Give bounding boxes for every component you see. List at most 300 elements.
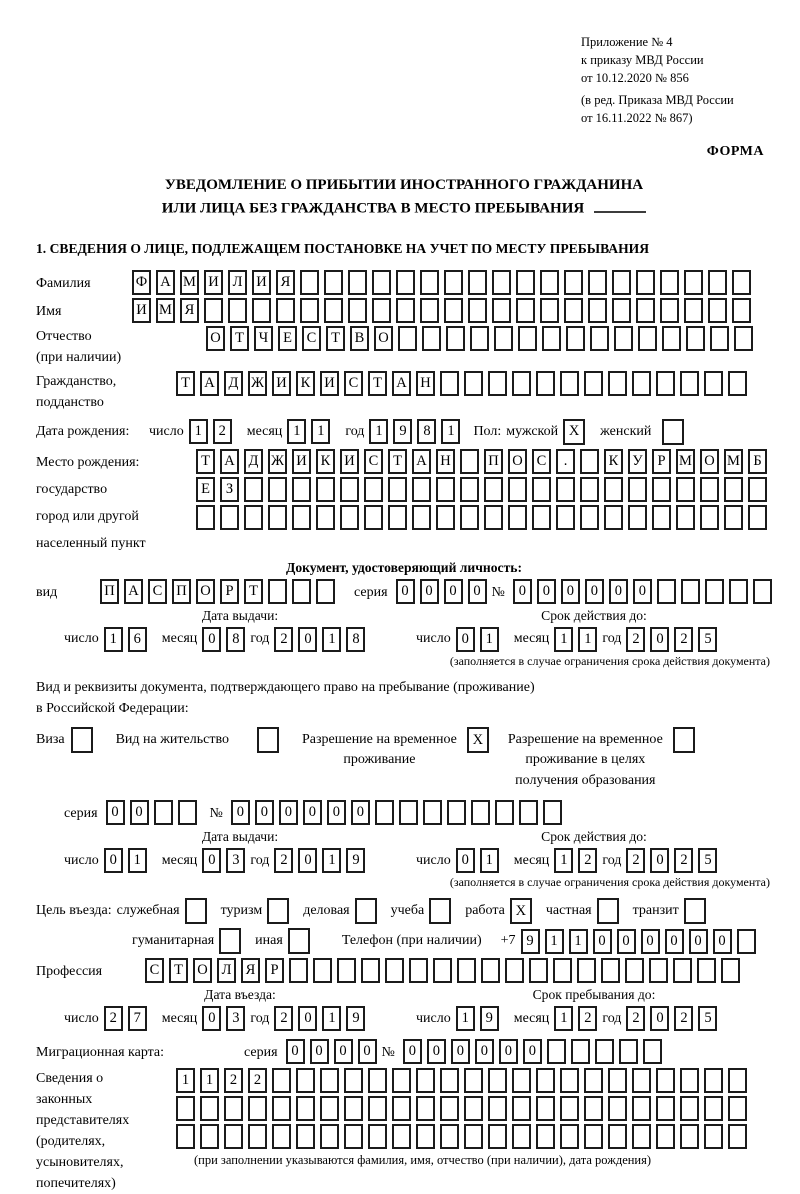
char-box[interactable]: А bbox=[392, 371, 411, 396]
char-box[interactable]: О bbox=[700, 449, 719, 474]
char-box[interactable] bbox=[728, 1068, 747, 1093]
phone-input[interactable] bbox=[521, 929, 761, 954]
char-box[interactable] bbox=[316, 477, 335, 502]
char-box[interactable] bbox=[316, 579, 335, 604]
char-box[interactable] bbox=[643, 1039, 662, 1064]
char-box[interactable]: 0 bbox=[456, 848, 475, 873]
char-box[interactable] bbox=[224, 1096, 243, 1121]
char-box[interactable] bbox=[268, 505, 287, 530]
char-box[interactable] bbox=[460, 505, 479, 530]
char-box[interactable] bbox=[468, 270, 487, 295]
char-box[interactable] bbox=[681, 579, 700, 604]
resid-expiry-month-input[interactable] bbox=[554, 848, 602, 873]
char-box[interactable] bbox=[446, 326, 465, 351]
char-box[interactable] bbox=[532, 477, 551, 502]
char-box[interactable] bbox=[412, 505, 431, 530]
char-box[interactable] bbox=[704, 1096, 723, 1121]
char-box[interactable]: 0 bbox=[358, 1039, 377, 1064]
char-box[interactable] bbox=[244, 505, 263, 530]
char-box[interactable]: 0 bbox=[279, 800, 298, 825]
char-box[interactable]: 0 bbox=[327, 800, 346, 825]
char-box[interactable]: 1 bbox=[480, 627, 499, 652]
char-box[interactable] bbox=[588, 298, 607, 323]
char-box[interactable] bbox=[577, 958, 596, 983]
migration-number-input[interactable] bbox=[403, 1039, 667, 1064]
char-box[interactable] bbox=[468, 298, 487, 323]
char-box[interactable] bbox=[288, 928, 310, 954]
char-box[interactable] bbox=[649, 958, 668, 983]
representatives-line3[interactable] bbox=[176, 1124, 752, 1149]
char-box[interactable] bbox=[632, 1096, 651, 1121]
char-box[interactable] bbox=[556, 477, 575, 502]
char-box[interactable] bbox=[542, 326, 561, 351]
char-box[interactable] bbox=[708, 270, 727, 295]
char-box[interactable]: 9 bbox=[346, 1006, 365, 1031]
char-box[interactable]: 3 bbox=[226, 848, 245, 873]
char-box[interactable] bbox=[196, 505, 215, 530]
char-box[interactable]: 0 bbox=[523, 1039, 542, 1064]
char-box[interactable] bbox=[268, 579, 287, 604]
char-box[interactable] bbox=[662, 419, 684, 445]
char-box[interactable] bbox=[584, 1124, 603, 1149]
char-box[interactable] bbox=[748, 505, 767, 530]
char-box[interactable] bbox=[656, 1124, 675, 1149]
char-box[interactable] bbox=[396, 298, 415, 323]
char-box[interactable]: 0 bbox=[427, 1039, 446, 1064]
char-box[interactable]: 1 bbox=[104, 627, 123, 652]
purpose-business-checkbox[interactable] bbox=[355, 898, 382, 924]
stay-year-input[interactable] bbox=[626, 1006, 722, 1031]
char-box[interactable]: 1 bbox=[554, 848, 573, 873]
gender-female-checkbox[interactable] bbox=[662, 419, 689, 445]
char-box[interactable] bbox=[540, 298, 559, 323]
char-box[interactable] bbox=[375, 800, 394, 825]
char-box[interactable] bbox=[704, 1124, 723, 1149]
char-box[interactable] bbox=[420, 298, 439, 323]
char-box[interactable]: 1 bbox=[554, 1006, 573, 1031]
char-box[interactable]: 0 bbox=[420, 579, 439, 604]
char-box[interactable] bbox=[536, 371, 555, 396]
visa-checkbox[interactable] bbox=[71, 727, 98, 753]
char-box[interactable]: 0 bbox=[633, 579, 652, 604]
char-box[interactable] bbox=[673, 727, 695, 753]
char-box[interactable]: 0 bbox=[650, 627, 669, 652]
char-box[interactable]: И bbox=[204, 270, 223, 295]
char-box[interactable]: 5 bbox=[698, 848, 717, 873]
char-box[interactable]: 0 bbox=[106, 800, 125, 825]
char-box[interactable] bbox=[224, 1124, 243, 1149]
char-box[interactable] bbox=[71, 727, 93, 753]
char-box[interactable] bbox=[228, 298, 247, 323]
char-box[interactable] bbox=[597, 898, 619, 924]
entry-year-input[interactable] bbox=[274, 1006, 370, 1031]
char-box[interactable] bbox=[484, 505, 503, 530]
char-box[interactable]: 0 bbox=[475, 1039, 494, 1064]
char-box[interactable]: 0 bbox=[617, 929, 636, 954]
char-box[interactable] bbox=[684, 270, 703, 295]
char-box[interactable]: 0 bbox=[202, 848, 221, 873]
entry-month-input[interactable] bbox=[202, 1006, 250, 1031]
char-box[interactable]: М bbox=[156, 298, 175, 323]
char-box[interactable] bbox=[662, 326, 681, 351]
char-box[interactable] bbox=[494, 326, 513, 351]
char-box[interactable] bbox=[488, 1096, 507, 1121]
char-box[interactable] bbox=[388, 477, 407, 502]
char-box[interactable]: Л bbox=[217, 958, 236, 983]
char-box[interactable]: 1 bbox=[569, 929, 588, 954]
char-box[interactable]: 0 bbox=[513, 579, 532, 604]
char-box[interactable]: 2 bbox=[674, 848, 693, 873]
char-box[interactable] bbox=[512, 1068, 531, 1093]
char-box[interactable] bbox=[364, 505, 383, 530]
char-box[interactable] bbox=[200, 1124, 219, 1149]
char-box[interactable] bbox=[732, 298, 751, 323]
char-box[interactable] bbox=[532, 505, 551, 530]
resid-issue-month-input[interactable] bbox=[202, 848, 250, 873]
char-box[interactable]: А bbox=[412, 449, 431, 474]
char-box[interactable] bbox=[340, 477, 359, 502]
char-box[interactable] bbox=[560, 1096, 579, 1121]
char-box[interactable]: П bbox=[172, 579, 191, 604]
char-box[interactable] bbox=[700, 477, 719, 502]
char-box[interactable] bbox=[584, 1068, 603, 1093]
char-box[interactable] bbox=[368, 1096, 387, 1121]
char-box[interactable]: Р bbox=[220, 579, 239, 604]
char-box[interactable]: Я bbox=[180, 298, 199, 323]
char-box[interactable]: Т bbox=[176, 371, 195, 396]
char-box[interactable] bbox=[516, 270, 535, 295]
purpose-work-checkbox[interactable] bbox=[510, 898, 537, 924]
char-box[interactable] bbox=[734, 326, 753, 351]
char-box[interactable]: Д bbox=[224, 371, 243, 396]
char-box[interactable]: 9 bbox=[346, 848, 365, 873]
char-box[interactable]: С bbox=[302, 326, 321, 351]
char-box[interactable] bbox=[543, 800, 562, 825]
char-box[interactable] bbox=[560, 1124, 579, 1149]
char-box[interactable] bbox=[580, 505, 599, 530]
char-box[interactable] bbox=[272, 1068, 291, 1093]
char-box[interactable] bbox=[705, 579, 724, 604]
char-box[interactable]: 0 bbox=[130, 800, 149, 825]
char-box[interactable]: 0 bbox=[104, 848, 123, 873]
char-box[interactable] bbox=[632, 1068, 651, 1093]
char-box[interactable] bbox=[612, 298, 631, 323]
char-box[interactable] bbox=[632, 1124, 651, 1149]
char-box[interactable]: 5 bbox=[698, 1006, 717, 1031]
birth-place-line3[interactable] bbox=[196, 505, 772, 530]
id-doc-number-input[interactable] bbox=[513, 579, 777, 604]
char-box[interactable] bbox=[436, 505, 455, 530]
char-box[interactable] bbox=[540, 270, 559, 295]
char-box[interactable]: К bbox=[604, 449, 623, 474]
purpose-study-checkbox[interactable] bbox=[429, 898, 456, 924]
char-box[interactable] bbox=[176, 1096, 195, 1121]
char-box[interactable]: О bbox=[206, 326, 225, 351]
char-box[interactable] bbox=[248, 1096, 267, 1121]
char-box[interactable] bbox=[409, 958, 428, 983]
char-box[interactable]: Т bbox=[196, 449, 215, 474]
id-doc-series-input[interactable] bbox=[396, 579, 492, 604]
char-box[interactable]: 2 bbox=[626, 627, 645, 652]
birth-place-line2[interactable] bbox=[196, 477, 772, 502]
char-box[interactable] bbox=[267, 898, 289, 924]
char-box[interactable] bbox=[484, 477, 503, 502]
char-box[interactable] bbox=[753, 579, 772, 604]
char-box[interactable]: С bbox=[344, 371, 363, 396]
char-box[interactable] bbox=[556, 505, 575, 530]
char-box[interactable] bbox=[464, 1096, 483, 1121]
char-box[interactable]: М bbox=[724, 449, 743, 474]
char-box[interactable] bbox=[721, 958, 740, 983]
char-box[interactable]: 0 bbox=[444, 579, 463, 604]
char-box[interactable]: 2 bbox=[274, 848, 293, 873]
char-box[interactable] bbox=[416, 1068, 435, 1093]
char-box[interactable]: 0 bbox=[255, 800, 274, 825]
char-box[interactable] bbox=[652, 477, 671, 502]
char-box[interactable] bbox=[505, 958, 524, 983]
char-box[interactable] bbox=[728, 1096, 747, 1121]
char-box[interactable] bbox=[460, 477, 479, 502]
char-box[interactable] bbox=[324, 270, 343, 295]
char-box[interactable] bbox=[464, 371, 483, 396]
entry-day-input[interactable] bbox=[104, 1006, 152, 1031]
name-input[interactable] bbox=[132, 298, 756, 323]
char-box[interactable] bbox=[625, 958, 644, 983]
char-box[interactable]: 6 bbox=[128, 627, 147, 652]
char-box[interactable]: 9 bbox=[480, 1006, 499, 1031]
char-box[interactable] bbox=[361, 958, 380, 983]
char-box[interactable] bbox=[385, 958, 404, 983]
char-box[interactable]: 0 bbox=[650, 1006, 669, 1031]
char-box[interactable] bbox=[516, 298, 535, 323]
birth-year-input[interactable] bbox=[369, 419, 465, 444]
residence-permit-checkbox[interactable] bbox=[257, 727, 284, 753]
char-box[interactable]: 2 bbox=[213, 419, 232, 444]
char-box[interactable] bbox=[518, 326, 537, 351]
char-box[interactable] bbox=[464, 1124, 483, 1149]
char-box[interactable]: К bbox=[316, 449, 335, 474]
char-box[interactable]: Т bbox=[326, 326, 345, 351]
char-box[interactable] bbox=[178, 800, 197, 825]
char-box[interactable] bbox=[399, 800, 418, 825]
char-box[interactable]: 2 bbox=[674, 1006, 693, 1031]
char-box[interactable] bbox=[656, 1096, 675, 1121]
char-box[interactable]: 0 bbox=[202, 627, 221, 652]
char-box[interactable] bbox=[320, 1124, 339, 1149]
char-box[interactable] bbox=[444, 270, 463, 295]
char-box[interactable]: 0 bbox=[286, 1039, 305, 1064]
purpose-private-checkbox[interactable] bbox=[597, 898, 624, 924]
char-box[interactable] bbox=[536, 1124, 555, 1149]
char-box[interactable]: И bbox=[292, 449, 311, 474]
char-box[interactable] bbox=[519, 800, 538, 825]
char-box[interactable]: X bbox=[563, 419, 585, 445]
char-box[interactable]: 2 bbox=[626, 848, 645, 873]
char-box[interactable] bbox=[219, 928, 241, 954]
char-box[interactable]: С bbox=[364, 449, 383, 474]
char-box[interactable] bbox=[608, 1068, 627, 1093]
char-box[interactable] bbox=[724, 477, 743, 502]
char-box[interactable] bbox=[372, 270, 391, 295]
char-box[interactable] bbox=[320, 1068, 339, 1093]
char-box[interactable] bbox=[320, 1096, 339, 1121]
char-box[interactable] bbox=[154, 800, 173, 825]
char-box[interactable]: Н bbox=[436, 449, 455, 474]
char-box[interactable]: 0 bbox=[713, 929, 732, 954]
char-box[interactable] bbox=[416, 1124, 435, 1149]
char-box[interactable]: . bbox=[556, 449, 575, 474]
char-box[interactable] bbox=[580, 477, 599, 502]
char-box[interactable] bbox=[652, 505, 671, 530]
char-box[interactable] bbox=[508, 505, 527, 530]
char-box[interactable] bbox=[440, 1124, 459, 1149]
char-box[interactable]: А bbox=[220, 449, 239, 474]
char-box[interactable] bbox=[276, 298, 295, 323]
char-box[interactable] bbox=[268, 477, 287, 502]
char-box[interactable] bbox=[536, 1096, 555, 1121]
char-box[interactable]: 0 bbox=[396, 579, 415, 604]
resid-issue-day-input[interactable] bbox=[104, 848, 152, 873]
char-box[interactable] bbox=[470, 326, 489, 351]
id-issue-day-input[interactable] bbox=[104, 627, 152, 652]
char-box[interactable] bbox=[185, 898, 207, 924]
char-box[interactable]: 1 bbox=[176, 1068, 195, 1093]
char-box[interactable] bbox=[316, 505, 335, 530]
purpose-official-checkbox[interactable] bbox=[185, 898, 212, 924]
char-box[interactable] bbox=[710, 326, 729, 351]
char-box[interactable] bbox=[422, 326, 441, 351]
char-box[interactable]: Т bbox=[230, 326, 249, 351]
char-box[interactable]: Ж bbox=[268, 449, 287, 474]
char-box[interactable] bbox=[176, 1124, 195, 1149]
char-box[interactable]: 0 bbox=[298, 627, 317, 652]
char-box[interactable] bbox=[396, 270, 415, 295]
char-box[interactable] bbox=[344, 1124, 363, 1149]
char-box[interactable]: 0 bbox=[650, 848, 669, 873]
char-box[interactable] bbox=[368, 1068, 387, 1093]
char-box[interactable]: 1 bbox=[578, 627, 597, 652]
char-box[interactable] bbox=[660, 270, 679, 295]
char-box[interactable] bbox=[464, 1068, 483, 1093]
patronymic-input[interactable] bbox=[206, 326, 758, 351]
char-box[interactable]: О bbox=[193, 958, 212, 983]
char-box[interactable] bbox=[244, 477, 263, 502]
char-box[interactable]: 2 bbox=[578, 1006, 597, 1031]
char-box[interactable]: У bbox=[628, 449, 647, 474]
char-box[interactable]: А bbox=[124, 579, 143, 604]
char-box[interactable] bbox=[684, 298, 703, 323]
char-box[interactable] bbox=[292, 477, 311, 502]
char-box[interactable] bbox=[344, 1068, 363, 1093]
char-box[interactable] bbox=[632, 371, 651, 396]
char-box[interactable] bbox=[547, 1039, 566, 1064]
char-box[interactable]: Б bbox=[748, 449, 767, 474]
char-box[interactable] bbox=[388, 505, 407, 530]
char-box[interactable]: 9 bbox=[521, 929, 540, 954]
char-box[interactable] bbox=[488, 1124, 507, 1149]
temp-residence-checkbox[interactable] bbox=[467, 727, 494, 753]
char-box[interactable] bbox=[392, 1068, 411, 1093]
char-box[interactable]: О bbox=[508, 449, 527, 474]
char-box[interactable] bbox=[680, 1124, 699, 1149]
char-box[interactable]: 0 bbox=[456, 627, 475, 652]
char-box[interactable] bbox=[444, 298, 463, 323]
char-box[interactable] bbox=[636, 270, 655, 295]
char-box[interactable] bbox=[296, 1068, 315, 1093]
char-box[interactable]: К bbox=[296, 371, 315, 396]
char-box[interactable]: 0 bbox=[351, 800, 370, 825]
char-box[interactable] bbox=[612, 270, 631, 295]
char-box[interactable]: X bbox=[510, 898, 532, 924]
char-box[interactable]: 0 bbox=[303, 800, 322, 825]
char-box[interactable] bbox=[492, 270, 511, 295]
char-box[interactable] bbox=[289, 958, 308, 983]
char-box[interactable]: И bbox=[320, 371, 339, 396]
char-box[interactable]: 0 bbox=[665, 929, 684, 954]
char-box[interactable]: 1 bbox=[369, 419, 388, 444]
char-box[interactable]: 1 bbox=[480, 848, 499, 873]
char-box[interactable] bbox=[392, 1124, 411, 1149]
char-box[interactable] bbox=[340, 505, 359, 530]
resid-issue-year-input[interactable] bbox=[274, 848, 370, 873]
char-box[interactable] bbox=[571, 1039, 590, 1064]
char-box[interactable] bbox=[296, 1124, 315, 1149]
char-box[interactable] bbox=[252, 298, 271, 323]
char-box[interactable] bbox=[423, 800, 442, 825]
char-box[interactable] bbox=[344, 1096, 363, 1121]
char-box[interactable] bbox=[619, 1039, 638, 1064]
char-box[interactable] bbox=[636, 298, 655, 323]
char-box[interactable]: А bbox=[200, 371, 219, 396]
char-box[interactable] bbox=[512, 371, 531, 396]
char-box[interactable] bbox=[608, 1096, 627, 1121]
char-box[interactable]: 1 bbox=[322, 848, 341, 873]
citizenship-input[interactable] bbox=[176, 371, 752, 396]
char-box[interactable]: И bbox=[272, 371, 291, 396]
char-box[interactable]: 2 bbox=[224, 1068, 243, 1093]
char-box[interactable]: 1 bbox=[189, 419, 208, 444]
char-box[interactable]: 7 bbox=[128, 1006, 147, 1031]
char-box[interactable] bbox=[608, 1124, 627, 1149]
char-box[interactable] bbox=[272, 1124, 291, 1149]
char-box[interactable] bbox=[355, 898, 377, 924]
char-box[interactable] bbox=[200, 1096, 219, 1121]
char-box[interactable]: 3 bbox=[226, 1006, 245, 1031]
char-box[interactable]: 1 bbox=[441, 419, 460, 444]
char-box[interactable]: 1 bbox=[554, 627, 573, 652]
birth-place-line1[interactable] bbox=[196, 449, 772, 474]
char-box[interactable] bbox=[257, 727, 279, 753]
char-box[interactable]: И bbox=[132, 298, 151, 323]
char-box[interactable] bbox=[429, 898, 451, 924]
temp-residence-edu-checkbox[interactable] bbox=[673, 727, 700, 753]
char-box[interactable] bbox=[392, 1096, 411, 1121]
char-box[interactable]: 0 bbox=[310, 1039, 329, 1064]
id-expiry-day-input[interactable] bbox=[456, 627, 504, 652]
char-box[interactable]: Т bbox=[388, 449, 407, 474]
char-box[interactable]: Т bbox=[169, 958, 188, 983]
char-box[interactable]: 8 bbox=[226, 627, 245, 652]
char-box[interactable]: 1 bbox=[322, 627, 341, 652]
char-box[interactable] bbox=[560, 1068, 579, 1093]
char-box[interactable] bbox=[337, 958, 356, 983]
char-box[interactable]: Ж bbox=[248, 371, 267, 396]
char-box[interactable] bbox=[440, 1096, 459, 1121]
char-box[interactable]: Т bbox=[244, 579, 263, 604]
char-box[interactable] bbox=[680, 371, 699, 396]
char-box[interactable] bbox=[732, 270, 751, 295]
char-box[interactable] bbox=[584, 371, 603, 396]
